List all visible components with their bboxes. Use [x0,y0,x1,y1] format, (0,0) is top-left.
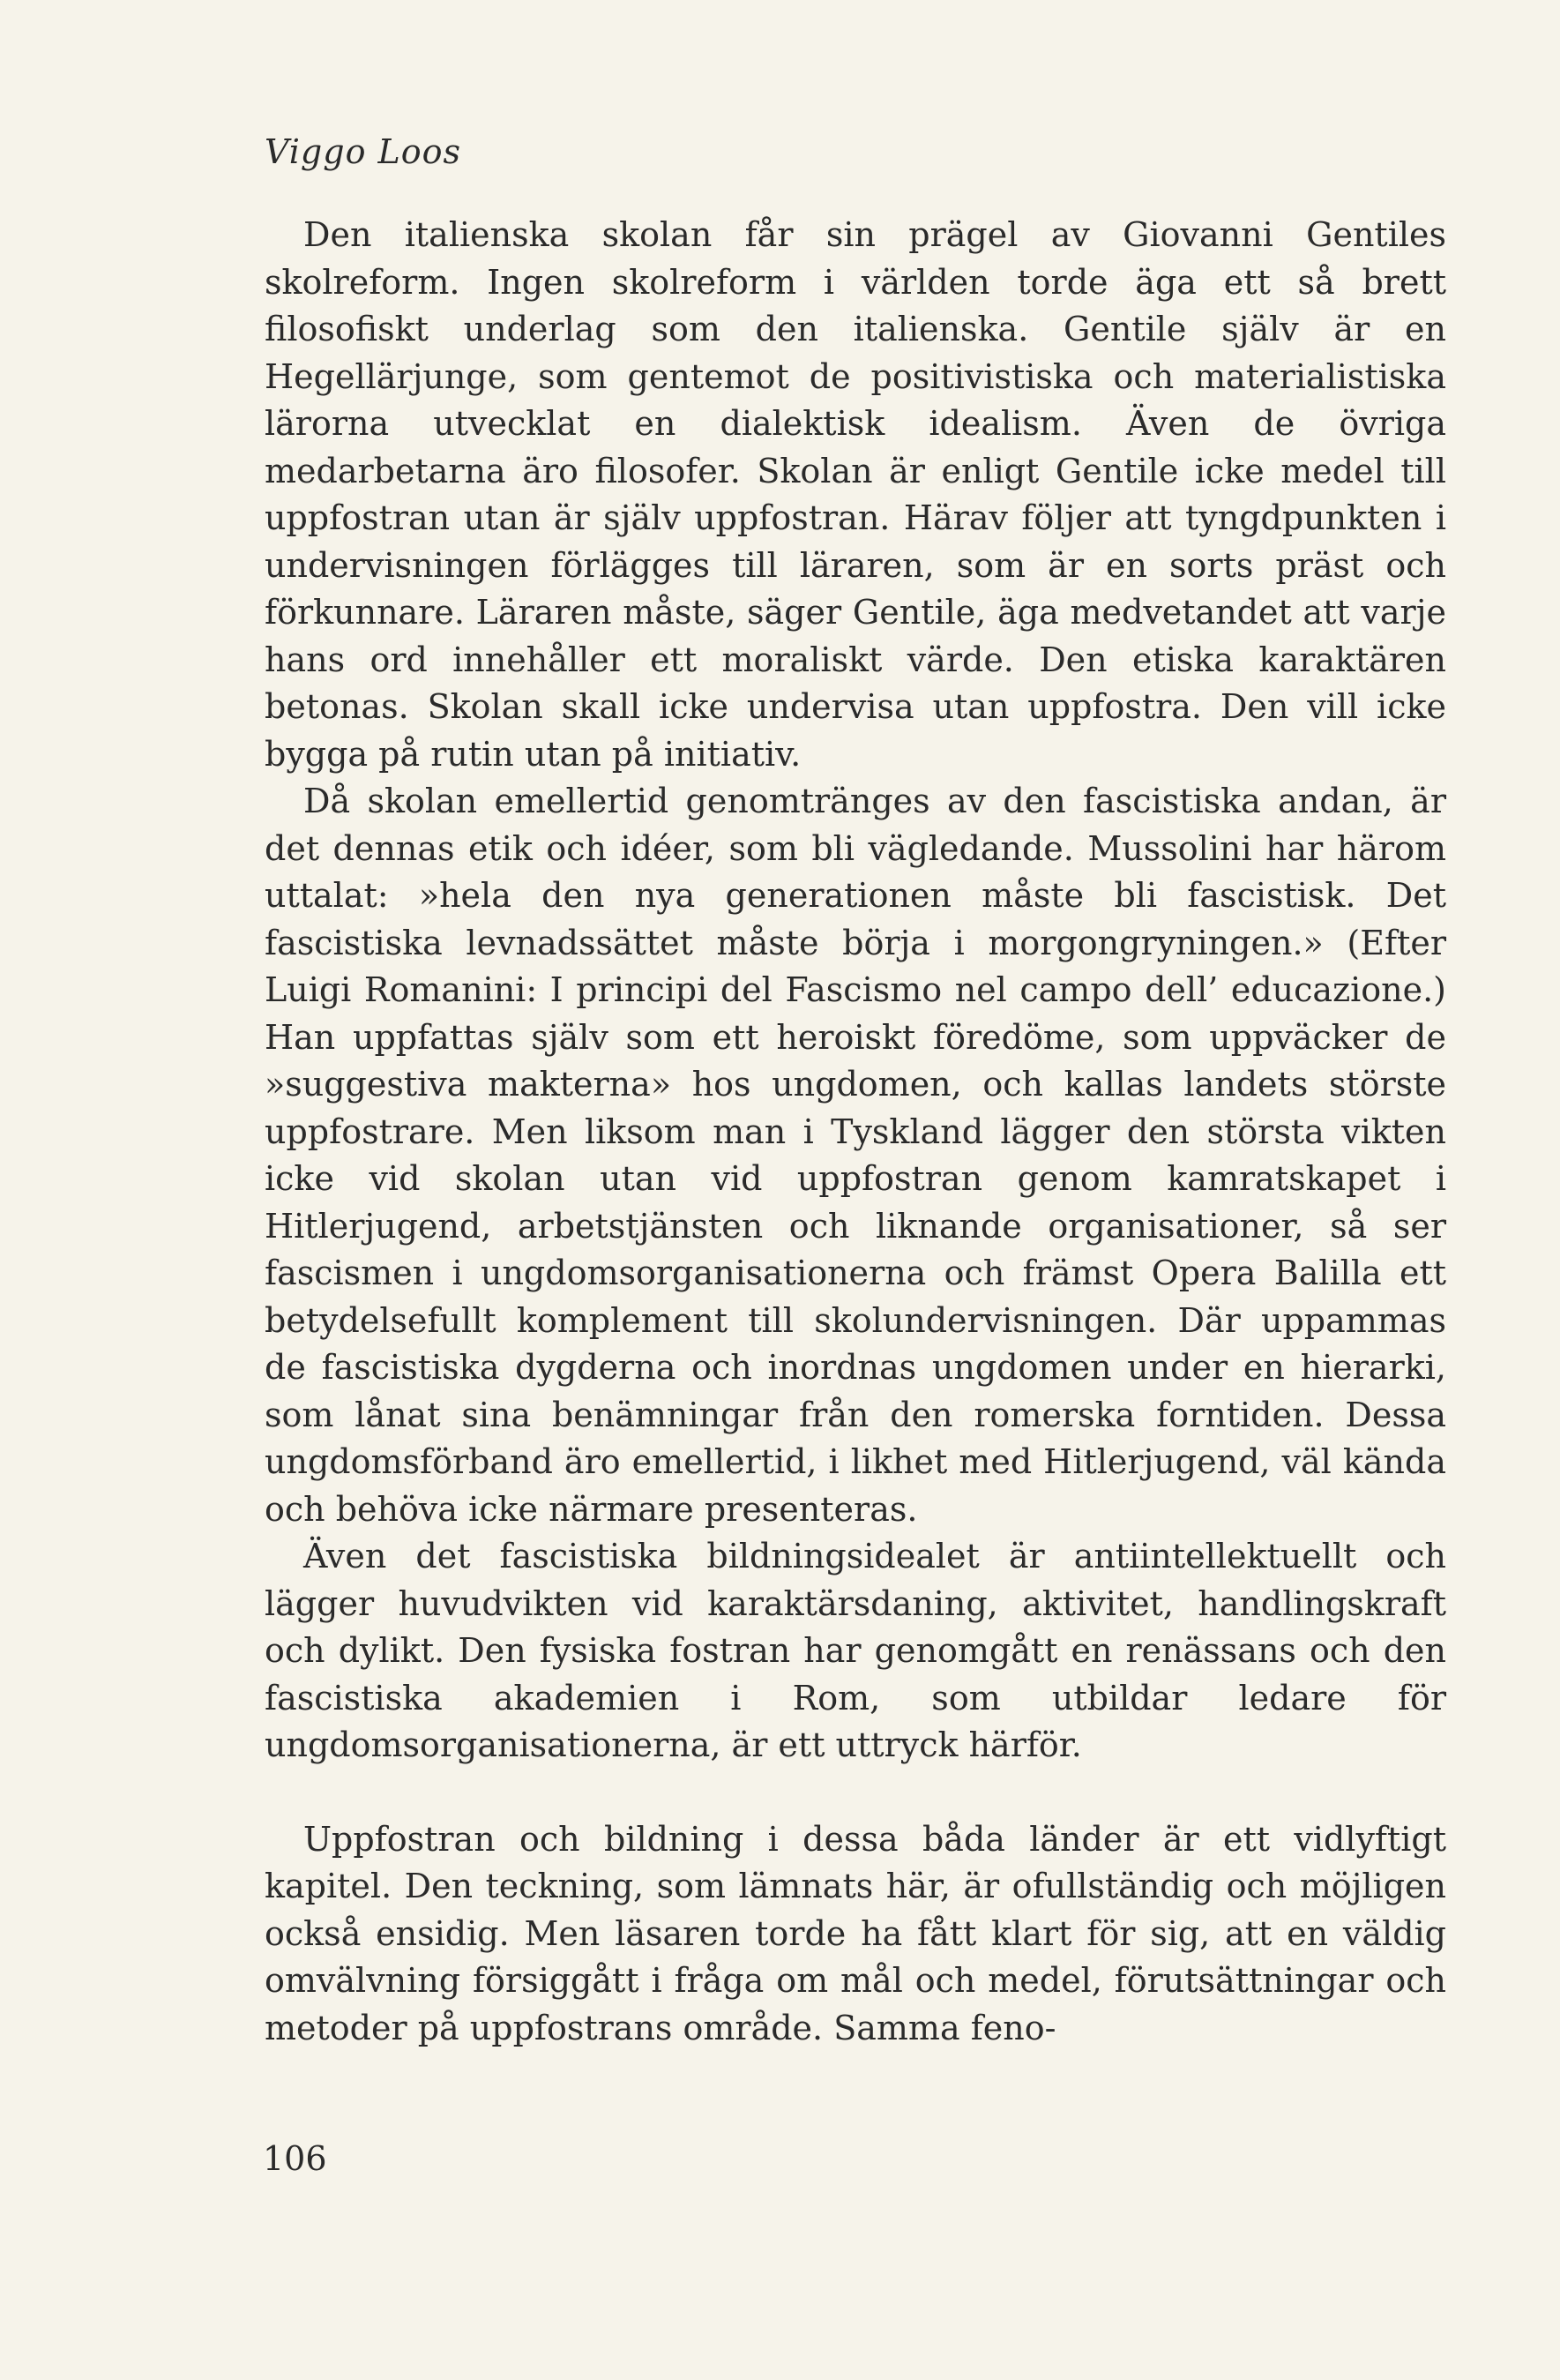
paragraph-3: Även det fascistiska bildningsidealet är antiintellektuellt och lägger huvudvikten vid karaktärsdaning, aktivitet, handlingskraft och dylikt. Den fysiska fostran har genomgått en renässans och den fascistiska akademien i Rom, som utbildar ledare för ungdomsorganisationerna, är ett uttryck härför. [265,1537,1446,1764]
paragraph-2: Då skolan emellertid genomtränges av den fascistiska andan, är det dennas etik och idéer, som bli vägledande. Mussolini har härom uttalat: »hela den nya generationen måste bli fascistisk. Det fascistiska levnadssättet måste börja i morgongryningen.» (Efter Luigi Romanini: I principi del Fascismo nel campo dell’ educazione.) Han uppfattas själv som ett heroiskt föredöme, som uppväcker de »suggestiva makterna» hos ungdomen, och kallas landets störste uppfostrare. Men liksom man i Tyskland lägger den största vikten icke vid skolan utan vid uppfostran genom kamratskapet i Hitlerjugend, arbetstjänsten och liknande organisationer, så ser fascismen i ungdomsorganisationerna och främst Opera Balilla ett betydelsefullt komplement till skolundervisningen. Där uppammas de fascistiska dygderna och inordnas ungdomen under en hierarki, som lånat sina benämningar från den romerska forntiden. Dessa ungdomsförband äro emellertid, i likhet med Hitlerjugend, väl kända och behöva icke närmare presenteras. [265,782,1446,1529]
paragraph-4: Uppfostran och bildning i dessa båda länder är ett vidlyftigt kapitel. Den teckning, som lämnats här, är ofullständig och möjligen också ensidig. Men läsaren torde ha fått klart för sig, att en väldig omvälvning försiggått i fråga om mål och medel, förutsättningar och metoder på uppfostrans område. Samma feno- [265,1819,1446,2047]
paragraph-1: Den italienska skolan får sin prägel av Giovanni Gentiles skolreform. Ingen skolreform i världen torde äga ett så brett filosofiskt underlag som den italienska. Gentile själv är en Hegellärjunge, som gentemot de positivistiska och materialistiska lärorna utvecklat en dialektisk idealism. Även de övriga medarbetarna äro filosofer. Skolan är enligt Gentile icke medel till uppfostran utan är själv uppfostran. Härav följer att tyngdpunkten i undervisningen förlägges till läraren, som är en sorts präst och förkunnare. Läraren måste, säger Gentile, äga medvetandet att varje hans ord innehåller ett moraliskt värde. Den etiska karaktären betonas. Skolan skall icke undervisa utan uppfostra. Den vill icke bygga på rutin utan på initiativ. [265,215,1446,774]
section-break [265,1770,1446,1816]
page-number: 106 [263,2139,327,2178]
running-header-author: Viggo Loos [265,132,462,171]
body-text [265,212,1446,2052]
